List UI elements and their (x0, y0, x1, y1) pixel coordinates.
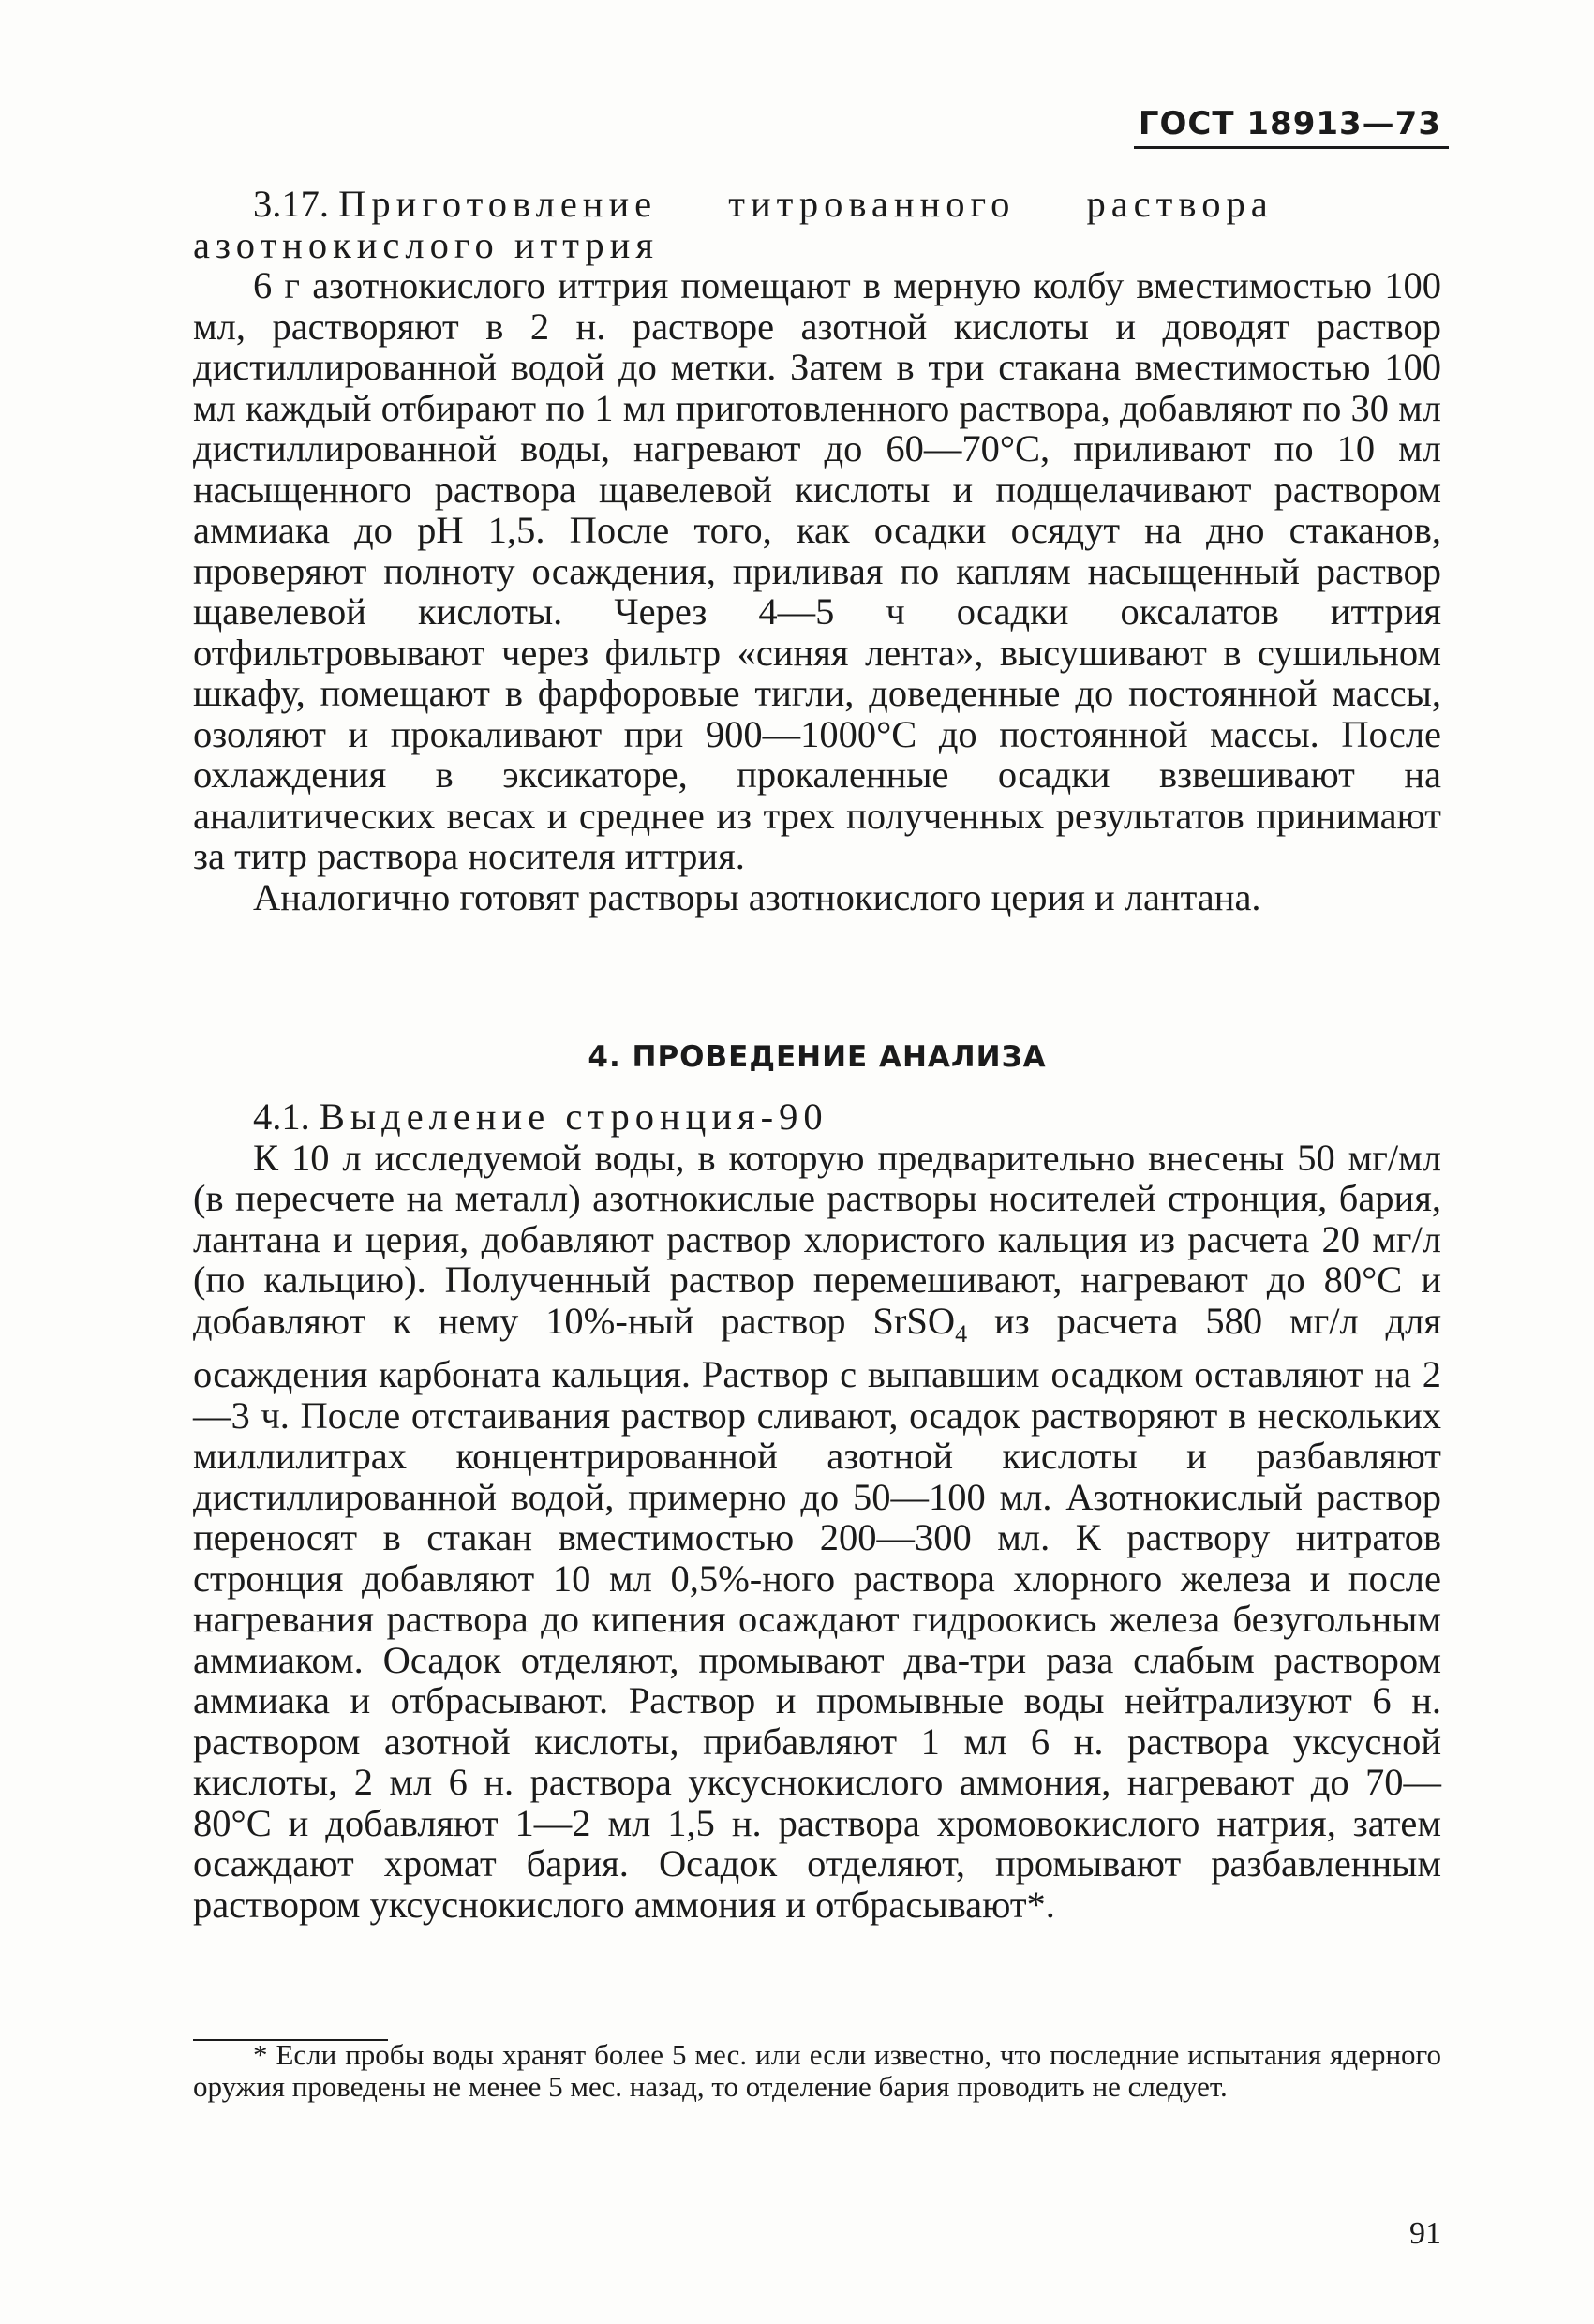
gost-code: ГОСТ 18913—73 (1138, 105, 1441, 142)
section-3-17-title-line2-wrap (193, 225, 1441, 266)
section-4-1-title: Выделение стронция-90 (319, 1095, 828, 1138)
section-3-17-body2: Аналогично готовят растворы азотнокислого церия и лантана. (253, 875, 1261, 918)
section-3-17-body: 6 г азотнокислого иттрия помещают в мерную колбу вместимостью 100 мл, растворяют в 2 н. растворе азотной кислоты и доводят раствор дистиллированной водой до метки. Затем в три стакана вместимостью 100 мл каждый отбирают по 1 мл приготовленного раствора, добавляют по 30 мл дистиллированной воды, нагревают до 60—70°С, приливают по 10 мл насыщенного раствора щавелевой кислоты и подщелачивают раствором аммиака до рН 1,5. После того, как осадки осядут на дно стаканов, проверяют полноту осаждения, приливая по каплям насыщенный раствор щавелевой кислоты. Через 4—5 ч осадки оксалатов иттрия отфильтровывают через фильтр «синяя лента», высушивают в сушильном шкафу, помещают в фарфоровые тигли, доведенные до постоянной массы, озоляют и прокаливают при 900—1000°С до постоянной массы. После охлаждения в эксикаторе, прокаленные осадки взвешивают на аналитических весах и среднее из трех полученных результатов принимают за титр раствора носителя иттрия. (193, 264, 1441, 877)
srso4-subscript: 4 (955, 1319, 968, 1348)
section-4-1-body-part1: К 10 л исследуемой воды, в которую предварительно внесены 50 мг/мл (в пересчете на металл) азотнокислые растворы носителей стронция, бария, лантана и церия, добавляют раствор хлористого кальция из расчета 20 мг/л (по кальцию). Полученный раствор перемешивают, нагревают до 80°С и добавляют к нему 10%-ный раствор SrSO (193, 1136, 1441, 1342)
header-rule (1134, 146, 1449, 149)
page-number: 91 (1409, 2216, 1441, 2251)
section-3-17-number: 3.17. (253, 183, 329, 225)
section-3-17-title-line1: Приготовление титрованного раствора (338, 183, 1274, 225)
section-3-17-title-line2: азотнокислого иттрия (193, 223, 659, 266)
section-4-1-body-part2: из расчета 580 мг/л для осаждения карбоната кальция. Раствор с выпавшим осадком оставляют на 2—3 ч. После отстаивания раствор сливают, осадок растворяют в нескольких миллилитрах концентрированной азотной кислоты и разбавляют дистиллированной водой, примерно до 50—100 мл. Азотнокислый раствор переносят в стакан вместимостью 200—300 мл. К раствору нитратов стронция добавляют 10 мл 0,5%-ного раствора хлорного железа и после нагревания раствора до кипения осаждают гидроокись железа безугольным аммиаком. Осадок отделяют, промывают два-три раза слабым раствором аммиака и отбрасывают. Раствор и промывные воды нейтрализуют 6 н. раствором азотной кислоты, прибавляют 1 мл 6 н. раствора уксусной кислоты, 2 мл 6 н. раствора уксуснокислого аммония, нагревают до 70—80°С и добавляют 1—2 мл 1,5 н. раствора хромовокислого натрия, затем осаждают хромат бария. Осадок отделяют, промывают разбавленным раствором уксуснокислого аммония и отбрасывают*. (193, 1299, 1441, 1926)
section-4-1 (193, 1096, 1441, 1925)
section-4-1-heading (193, 1096, 1441, 1138)
section-4-1-number: 4.1. (253, 1095, 310, 1138)
section-3-17 (193, 184, 1441, 917)
section-3-17-heading (193, 184, 1441, 225)
section-4-title: 4. ПРОВЕДЕНИЕ АНАЛИЗА (588, 1040, 1047, 1074)
footnote: * Если пробы воды хранят более 5 мес. или если известно, что последние испытания ядерного оружия проведены не менее 5 мес. назад, то отделение бария проводить не следует. (193, 2038, 1441, 2103)
section-4-1-body (193, 1138, 1441, 1926)
